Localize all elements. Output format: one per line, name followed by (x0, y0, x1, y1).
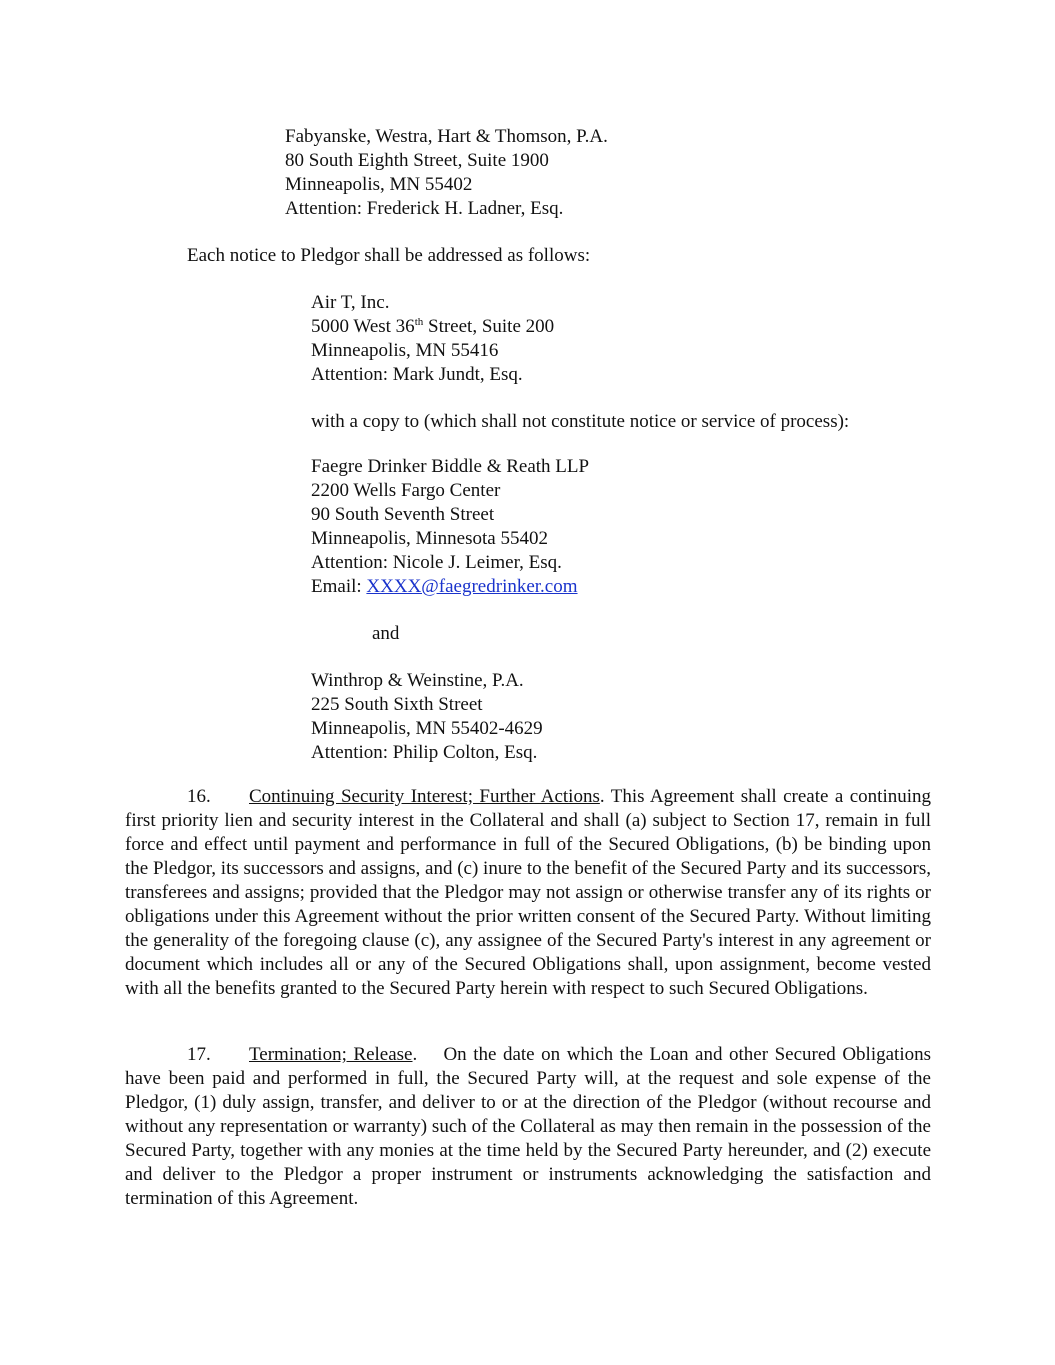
secured-party-copy-address (285, 125, 608, 221)
copy-address-2 (311, 669, 543, 765)
section-number: 17. (187, 1044, 211, 1065)
address-street: 80 South Eighth Street, Suite 1900 (285, 150, 549, 171)
section-number: 16. (187, 786, 211, 807)
copy1-line2: 2200 Wells Fargo Center (311, 480, 501, 501)
pledgor-attention: Attention: Mark Jundt, Esq. (311, 364, 523, 385)
copy1-firm: Faegre Drinker Biddle & Reath LLP (311, 456, 590, 477)
copy1-city: Minneapolis, Minnesota 55402 (311, 528, 548, 549)
copy1-line3: 90 South Seventh Street (311, 504, 495, 525)
pledgor-city: Minneapolis, MN 55416 (311, 340, 499, 361)
email-link[interactable]: XXXX@faegredrinker.com (366, 576, 578, 597)
pledgor-notice-intro: Each notice to Pledgor shall be addressed as follows: (187, 245, 591, 266)
pledgor-street (311, 315, 554, 339)
pledgor-street-sup: th (414, 316, 424, 328)
pledgor-street-pre: 5000 West 36 (311, 316, 415, 337)
copy-intro: with a copy to (which shall not constitute notice or service of process): (311, 411, 850, 432)
copy2-attention: Attention: Philip Colton, Esq. (311, 742, 538, 763)
section-16 (125, 785, 931, 1001)
section-body: . On the date on which the Loan and other Secured Obligations have been paid and performed in full, the Secured Party will, at the request and sole expense of the Pledgor, (1) duly assign, transfer, and deliver to or at the direction of the Pledgor (without recourse and without any representation or warranty) such of the Collateral as may then remain in the possession of the Secured Party, together with any monies at the time held by the Secured Party hereunder, and (2) execute and deliver to the Pledgor a proper instrument or instruments acknowledging the satisfaction and termination of this Agreement. (125, 1044, 936, 1209)
section-heading: Continuing Security Interest; Further Actions (249, 786, 600, 807)
section-heading: Termination; Release (249, 1044, 413, 1065)
and-connector: and (372, 623, 400, 644)
copy1-email-line (311, 575, 589, 599)
copy2-firm: Winthrop & Weinstine, P.A. (311, 670, 524, 691)
copy1-attention: Attention: Nicole J. Leimer, Esq. (311, 552, 562, 573)
address-firm: Fabyanske, Westra, Hart & Thomson, P.A. (285, 126, 608, 147)
address-city: Minneapolis, MN 55402 (285, 174, 473, 195)
copy-address-1 (311, 455, 589, 599)
pledgor-name: Air T, Inc. (311, 292, 390, 313)
address-attention: Attention: Frederick H. Ladner, Esq. (285, 198, 564, 219)
copy2-street: 225 South Sixth Street (311, 694, 483, 715)
pledgor-address (311, 291, 554, 387)
copy2-city: Minneapolis, MN 55402-4629 (311, 718, 543, 739)
pledgor-street-post: Street, Suite 200 (423, 316, 555, 337)
section-17 (125, 1043, 936, 1211)
email-label: Email: (311, 576, 367, 597)
section-body: . This Agreement shall create a continuing first priority lien and security interest in the Collateral and shall (a) subject to Section 17, remain in full force and effect until payment and performance in full of the Secured Obligations, (b) be binding upon the Pledgor, its successors and assigns, and (c) inure to the benefit of the Secured Party and its successors, transferees and assigns; provided that the Pledgor may not assign or otherwise transfer any of its rights or obligations under this Agreement without the prior written consent of the Secured Party. Without limiting the generality of the foregoing clause (c), any assignee of the Secured Party's interest in any agreement or document which includes all or any of the Secured Obligations shall, upon assignment, become vested with all the benefits granted to the Secured Party herein with respect to such Secured Obligations. (125, 786, 932, 999)
